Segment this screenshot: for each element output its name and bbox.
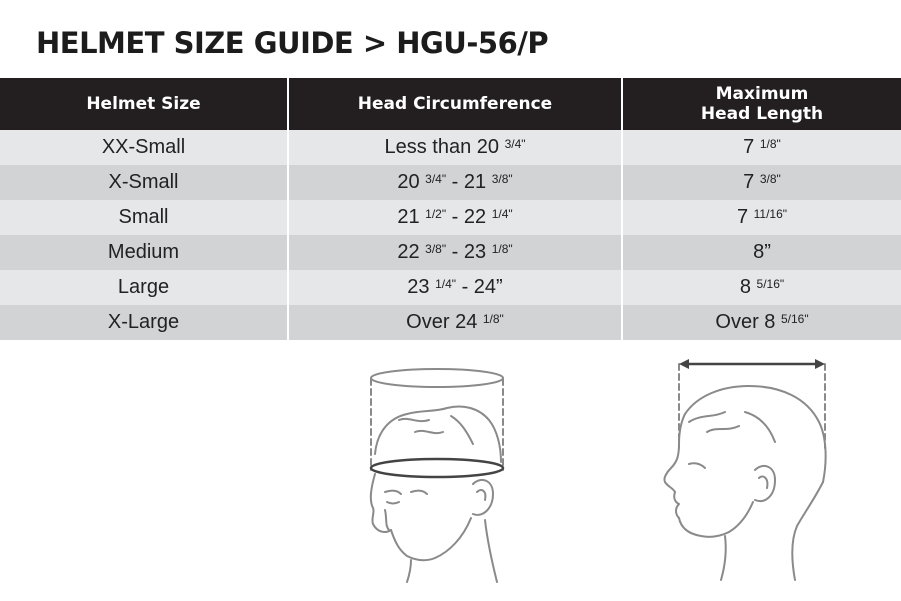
circumference-cell — [288, 305, 622, 340]
fraction-text: 1/8" — [759, 137, 781, 151]
fraction-text: 1/4" — [491, 207, 513, 221]
size-cell: Large — [0, 270, 288, 305]
size-cell: Medium — [0, 235, 288, 270]
table-row — [0, 235, 901, 270]
value-text: - 22 — [446, 206, 492, 228]
value-text: 7 — [743, 136, 760, 158]
head-circumference-measure-icon — [355, 362, 520, 584]
table-row — [0, 305, 901, 340]
length-cell — [622, 270, 901, 305]
fraction-text: 3/4" — [504, 137, 526, 151]
table-header-row — [0, 78, 901, 130]
fraction-text: 3/4" — [425, 172, 447, 186]
head-length-measure-icon — [655, 352, 835, 584]
circumference-cell — [288, 200, 622, 235]
size-cell: X-Large — [0, 305, 288, 340]
length-cell — [622, 235, 901, 270]
size-cell: X-Small — [0, 165, 288, 200]
length-cell — [622, 200, 901, 235]
fraction-text: 3/8" — [759, 172, 781, 186]
circumference-cell — [288, 165, 622, 200]
fraction-text: 3/8" — [425, 242, 447, 256]
table-row — [0, 165, 901, 200]
value-text: 8 — [739, 276, 757, 298]
page-title: HELMET SIZE GUIDE > HGU-56/P — [36, 26, 549, 60]
size-table — [0, 78, 901, 340]
size-cell: Small — [0, 200, 288, 235]
fraction-text: 5/16" — [780, 312, 809, 326]
table-row — [0, 200, 901, 235]
header-max-head-length — [622, 78, 901, 130]
value-text: Less than 20 — [384, 136, 505, 158]
table-row — [0, 130, 901, 165]
fraction-text: 1/4" — [435, 277, 457, 291]
fraction-text: 1/8" — [491, 242, 513, 256]
value-text: 8” — [753, 241, 771, 263]
value-text: 20 — [397, 171, 426, 193]
length-cell — [622, 130, 901, 165]
value-text: - 21 — [446, 171, 492, 193]
table-row — [0, 270, 901, 305]
fraction-text: 11/16" — [753, 207, 788, 221]
circumference-cell — [288, 235, 622, 270]
value-text: Over 8 — [715, 311, 781, 333]
value-text: 7 — [743, 171, 760, 193]
value-text: Over 24 — [406, 311, 483, 333]
fraction-text: 5/16" — [756, 277, 785, 291]
value-text: 22 — [397, 241, 426, 263]
value-text: - 23 — [446, 241, 492, 263]
header-max-line1: Maximum — [715, 84, 809, 104]
value-text: - 24” — [456, 276, 503, 298]
circumference-cell — [288, 270, 622, 305]
header-helmet-size: Helmet Size — [0, 78, 288, 130]
header-head-circumference: Head Circumference — [288, 78, 622, 130]
header-max-line2: Head Length — [700, 104, 824, 124]
length-cell — [622, 165, 901, 200]
length-cell — [622, 305, 901, 340]
fraction-text: 1/8" — [482, 312, 504, 326]
value-text: 7 — [736, 206, 754, 228]
size-cell: XX-Small — [0, 130, 288, 165]
fraction-text: 1/2" — [425, 207, 447, 221]
value-text: 21 — [397, 206, 426, 228]
value-text: 23 — [407, 276, 436, 298]
circumference-cell — [288, 130, 622, 165]
fraction-text: 3/8" — [491, 172, 513, 186]
